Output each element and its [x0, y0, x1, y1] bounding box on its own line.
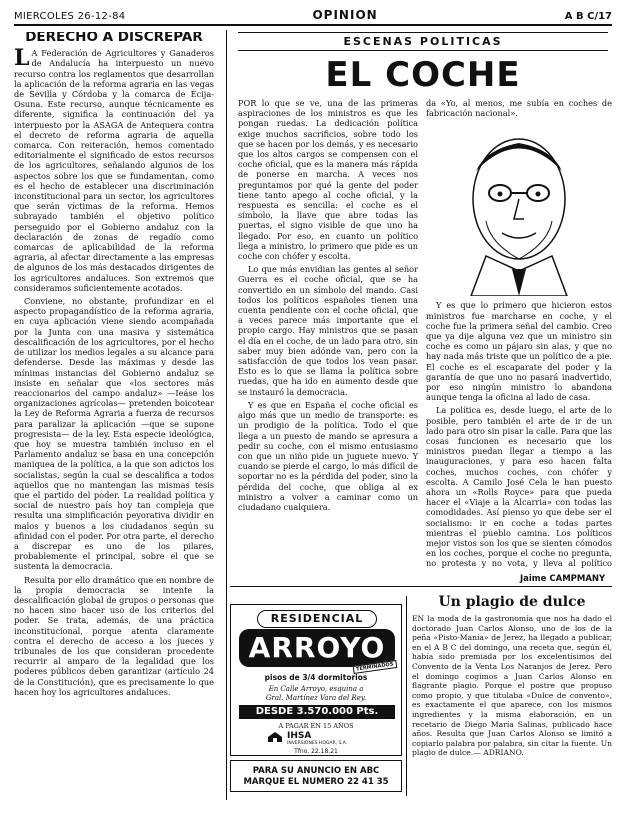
article-paragraph: Y es que lo primero que hicieron estos ministros fue marcharse en coche, y el coche fue la primera señal del cambio. Creo que ya dije alguna vez que un ministro sin coche es como un pájaro sin alas, y que no hay nada más triste que un político de a pie. El coche es el escaparate del poder y la garantía de que uno no pasará inadvertido, por eso ningún ministro lo abandona aunque tenga la oficina al lado de casa. — [426, 300, 612, 403]
phone-box-line2: MARQUE EL NUMERO 22 41 35 — [243, 777, 389, 787]
issue-date: MIERCOLES 26-12-84 — [14, 11, 126, 22]
editorial-paragraph: Resulta por ello dramático que en nombre de la propia democracia se intente la descalificación global de grupos o personas que no hacen sino hacer uso de los criterios del poder. Se trata, además, de una práctica inconstitucional, porque atenta claramente contra el derecho de acceso a los jueces y tribunales de los que consideran procedente recurrir al amparo de la legalidad que los poderes públicos deben garantizar (artículo 24 de la Constitución), que es precisamente lo que hacen hoy los agricultores andaluces. — [14, 574, 214, 697]
section-divider — [230, 586, 612, 587]
editorial-title: DERECHO A DISCREPAR — [25, 32, 203, 45]
article-kicker: ESCENAS POLITICAS — [238, 32, 608, 51]
article-column-right — [426, 98, 612, 570]
column-divider — [406, 596, 407, 796]
author-signature: Jaime CAMPMANY — [520, 574, 606, 584]
ad-address-2: Gral. Martínez Vara del Rey. — [265, 694, 367, 702]
classified-phone-box[interactable] — [230, 760, 402, 792]
phone-box-line1: PARA SU ANUNCIO EN ABC — [252, 766, 380, 776]
ad-company-sub: INVERSIONES HOGAR, S.A. — [287, 741, 348, 746]
page-header — [14, 8, 612, 26]
editorial-paragraph: Conviene, no obstante, profundizar en el aspecto propagandístico de la reforma agraria, en cuya aplicación viene siendo acompañada por la Junta con una masiva y sistemática descalificación de los agricultores, por el hecho de utilizar los medios legales a su alcance para defenderse. Desde las máximas y desde las mínimas instancias del Gobierno andaluz se insiste en señalar que «los sectores más reaccionarios del campo andaluz» —Ieáse los organizaciones agrícolas— pretenden boicotear la Ley de Reforma Agraria a fuerza de recursos para paralizar la aplicación —que se supone progresista— de la ley. Esta especie ideológica, que hoy se muestra también incluso en el Parlamento andaluz se basa en una concepción maniquea de la política, a la que son adictos los socialistas, según la cual se descalifica a todos aquellos que no mantengan las mismas tesis que el partido del poder. La realidad política y social de nuestro país hoy tan compleja que resulta una simplificación peyorativa dividir en malos y buenos a los ciudadanos según su afinidad con el poder. Por otra parte, el derecho a discrepar es uno de los pilares, probablemente el principal, sobre el que se sustenta la democracia. — [14, 296, 214, 572]
small-article-text: EN la moda de la gastronomía que nos ha dado el doctorado Juan Carlos Alonso, uno de los de la peña «Pisto-Manía» de Jerez, ha llegado a publicar, en el A B C del domingo, una receta que, según él, había sido premiada por los excelentísimos del Convento de la Venta Los Naranjos de Jerez. Pero el domingo cogimos a Juan Carlos Alonso en flagrante plagio. Porque el postre que propuso como propio, y que titulaba «Dulce de convento», es exactamente el que aparece, con los mismos ingredientes y la misma elaboración, en un recetario de Diego María Salinas, publicado hace años. Resulta que Juan Carlos Alonso se limitó a copiarlo palabra por palabra, sin citar la fuente. Un plagio de dulce.— ADRIANO. — [412, 614, 612, 758]
ad-phone: Tfno. 22.18.21 — [294, 748, 338, 755]
small-article-title: Un plagio de dulce — [438, 594, 586, 610]
real-estate-ad[interactable] — [230, 604, 402, 756]
ad-headline: pisos de 3/4 dormitorios — [264, 673, 368, 682]
ad-company: IHSA — [287, 731, 312, 741]
page-number: A B C/17 — [564, 11, 612, 22]
article-column-left — [238, 98, 418, 515]
ad-financing: A PAGAR EN 15 AÑOS — [278, 722, 354, 730]
article-paragraph: Lo que más envidian las gentes al señor Guerra es el coche oficial, que se ha convertido en un símbolo del mando. Casi todos los políticos españoles tienen una cuenta pendiente con el coche oficial, que a veces parece más importante que el propio cargo. Hay ministros que se pasan el día en el coche, de un lado para otro, sin saber muy bien adónde van, pero con la satisfacción de que todos los vean pasar. Esto es lo que se llama la política sobre ruedas, que ha ido en aumento desde que se instauró la democracia. — [238, 264, 418, 397]
drop-cap: L — [14, 45, 30, 72]
ad-address-1: En Calle Arroyo, esquina a — [268, 685, 364, 693]
section-name: OPINION — [312, 8, 378, 22]
column-divider — [226, 30, 227, 800]
caricature-portrait — [426, 121, 612, 296]
article-paragraph: POR lo que se ve, una de las primeras aspiraciones de los ministros es que les pongan ruedas. La dedicación política exige muchos sacrificios, sobre todo los que se hacen por los demás, y es necesario que los altos cargos se compensen con el coche oficial, que es la manera más rápida de ponerse en marcha. A veces nos preguntamos por qué la gente del poder tiene tanto apego al coche oficial, y la respuesta es sencilla: el coche es el símbolo, la llave que abre todas las puertas, el signo visible de que uno ha llegado. Por eso, en cuanto un político llega a ministro, lo primero que pide es un coche con chófer y escolta. — [238, 98, 418, 262]
ad-brand: ARROYO — [239, 629, 395, 667]
article-title: EL COCHE — [325, 55, 521, 95]
small-article-column — [412, 614, 612, 761]
article-paragraph: Y es que en España el coche oficial es algo más que un medio de transporte: es un prodigio de la política. Todo el que llega a un puesto de mando se apresura a pedir su coche, con el mismo entusiasmo con que un niño pide un juguete nuevo. Y cuando se pierde el cargo, lo más difícil de soportar no es la pérdida del poder, sino la pérdida del coche, que obliga al ex ministro a volver a caminar como un ciudadano cualquiera. — [238, 399, 418, 512]
ad-stamp: TERMINADOS — [353, 660, 397, 674]
ad-banner: RESIDENCIAL — [257, 610, 377, 628]
editorial-column — [14, 32, 214, 700]
ad-price: DESDE 3.570.000 Pts. — [239, 705, 395, 719]
house-logo-icon — [267, 731, 283, 743]
article-paragraph: da «Yo, al menos, me subía en coches de fabricación nacional». — [426, 98, 612, 119]
editorial-paragraph: L A Federación de Agricultores y Ganaderos de Andalucía ha interpuesto un nuevo recurso contra los reglamentos que desarrollan la aplicación de la reforma agraria en las vegas de Sevilla y Córdoba y la comarca de Écija-Osuna. Este recurso, aunque técnicamente es diferente, significa la continuación del ya interpuesto por la ASAGA de Antequera contra el decreto de reforma agraria de aquella comarca. Con reiteración, hemos comentado editorialmente el significado de estos recursos de los agricultores, señalando algunos de los aspectos sobre los que se fundamentan, como es el hecho de establecer una discriminación inconstitucional para un sector, los agricultores que serán víctimas de la reforma. Hemos subrayado también el objetivo político perseguido por el Gobierno andaluz con la declaración de zonas de regadío como comarcas de aplicabilidad de la reforma agraria, al afectar directamente a las empresas de algunos de los más destacados dirigentes de los agricultores andaluces. Son extremos que consideramos suficientemente acotados. — [14, 45, 214, 293]
article-paragraph: La política es, desde luego, el arte de lo posible, pero también el arte de ir de un lado para otro sin pisar la calle. Para que las cosas funcionen es necesario que los ministros puedan llegar a tiempo a las inauguraciones, y para eso hacen falta coches, muchos coches, con chófer y escolta. A Camilo José Cela le han puesto ahora un «Rolls Royce» para que pueda hacer el «Viaje a la Alcarria» con todas las comodidades. Así pienso yo que debe ser el socialismo: ir en coche a todas partes mientras el pueblo camina. Los políticos mejor vistos son los que se sienten cómodos en los coches, porque el coche no pregunta, no protesta y no vota, y lleva al político — [426, 405, 612, 569]
